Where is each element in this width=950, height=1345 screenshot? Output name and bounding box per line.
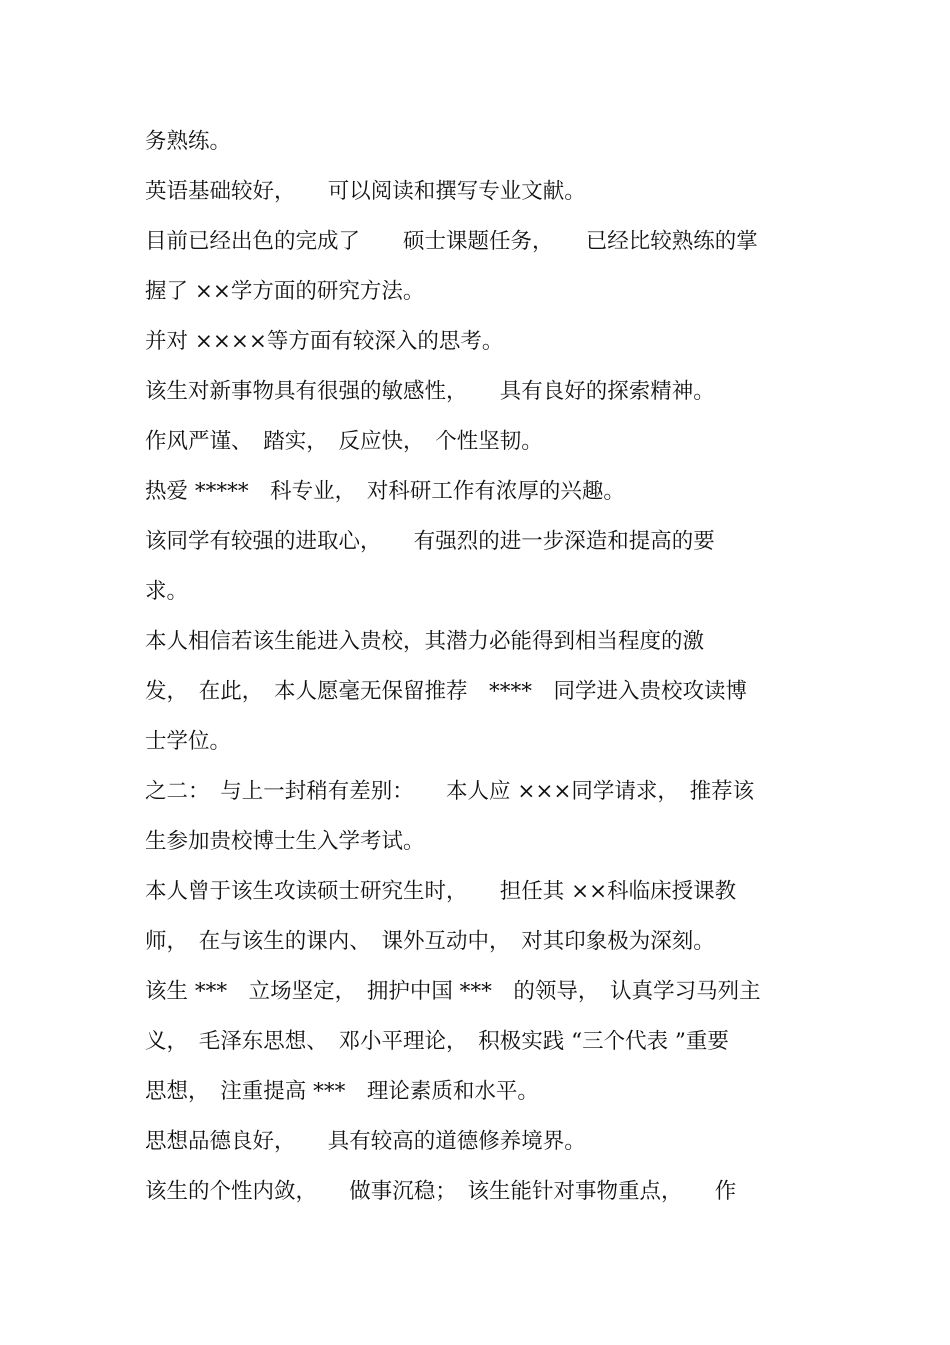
text-line: 目前已经出色的完成了 硕士课题任务， 已经比较熟练的掌 xyxy=(145,229,758,254)
text-line: 热爱 ***** 科专业， 对科研工作有浓厚的兴趣。 xyxy=(145,479,625,504)
text-line: 并对 ××××等方面有较深入的思考。 xyxy=(145,329,504,354)
text-line: 作风严谨、 踏实， 反应快， 个性坚韧。 xyxy=(145,429,543,454)
document-body xyxy=(145,117,825,1217)
text-line: 本人曾于该生攻读硕士研究生时， 担任其 ××科临床授课教 xyxy=(145,879,737,904)
text-line: 握了 ××学方面的研究方法。 xyxy=(145,279,425,304)
text-line: 该生的个性内敛， 做事沉稳； 该生能针对事物重点， 作 xyxy=(145,1179,737,1204)
text-line: 求。 xyxy=(145,579,189,604)
text-line: 生参加贵校博士生入学考试。 xyxy=(145,829,425,854)
text-line: 之二： 与上一封稍有差别： 本人应 ×××同学请求， 推荐该 xyxy=(145,779,755,804)
text-line: 师， 在与该生的课内、 课外互动中， 对其印象极为深刻。 xyxy=(145,929,715,954)
text-line: 思想品德良好， 具有较高的道德修养境界。 xyxy=(145,1129,586,1154)
text-line: 义， 毛泽东思想、 邓小平理论， 积极实践 “三个代表 ”重要 xyxy=(145,1029,729,1054)
text-line: 发， 在此， 本人愿毫无保留推荐 **** 同学进入贵校攻读博 xyxy=(145,679,748,704)
text-line: 该同学有较强的进取心， 有强烈的进一步深造和提高的要 xyxy=(145,529,715,554)
text-line: 务熟练。 xyxy=(145,129,232,154)
text-line: 本人相信若该生能进入贵校，其潜力必能得到相当程度的激 xyxy=(145,629,705,654)
text-line: 思想， 注重提高 *** 理论素质和水平。 xyxy=(145,1079,539,1104)
text-line: 士学位。 xyxy=(145,729,232,754)
text-line: 该生对新事物具有很强的敏感性， 具有良好的探索精神。 xyxy=(145,379,715,404)
text-line: 该生 *** 立场坚定， 拥护中国 *** 的领导， 认真学习马列主 xyxy=(145,979,761,1004)
text-line: 英语基础较好， 可以阅读和撰写专业文献。 xyxy=(145,179,586,204)
